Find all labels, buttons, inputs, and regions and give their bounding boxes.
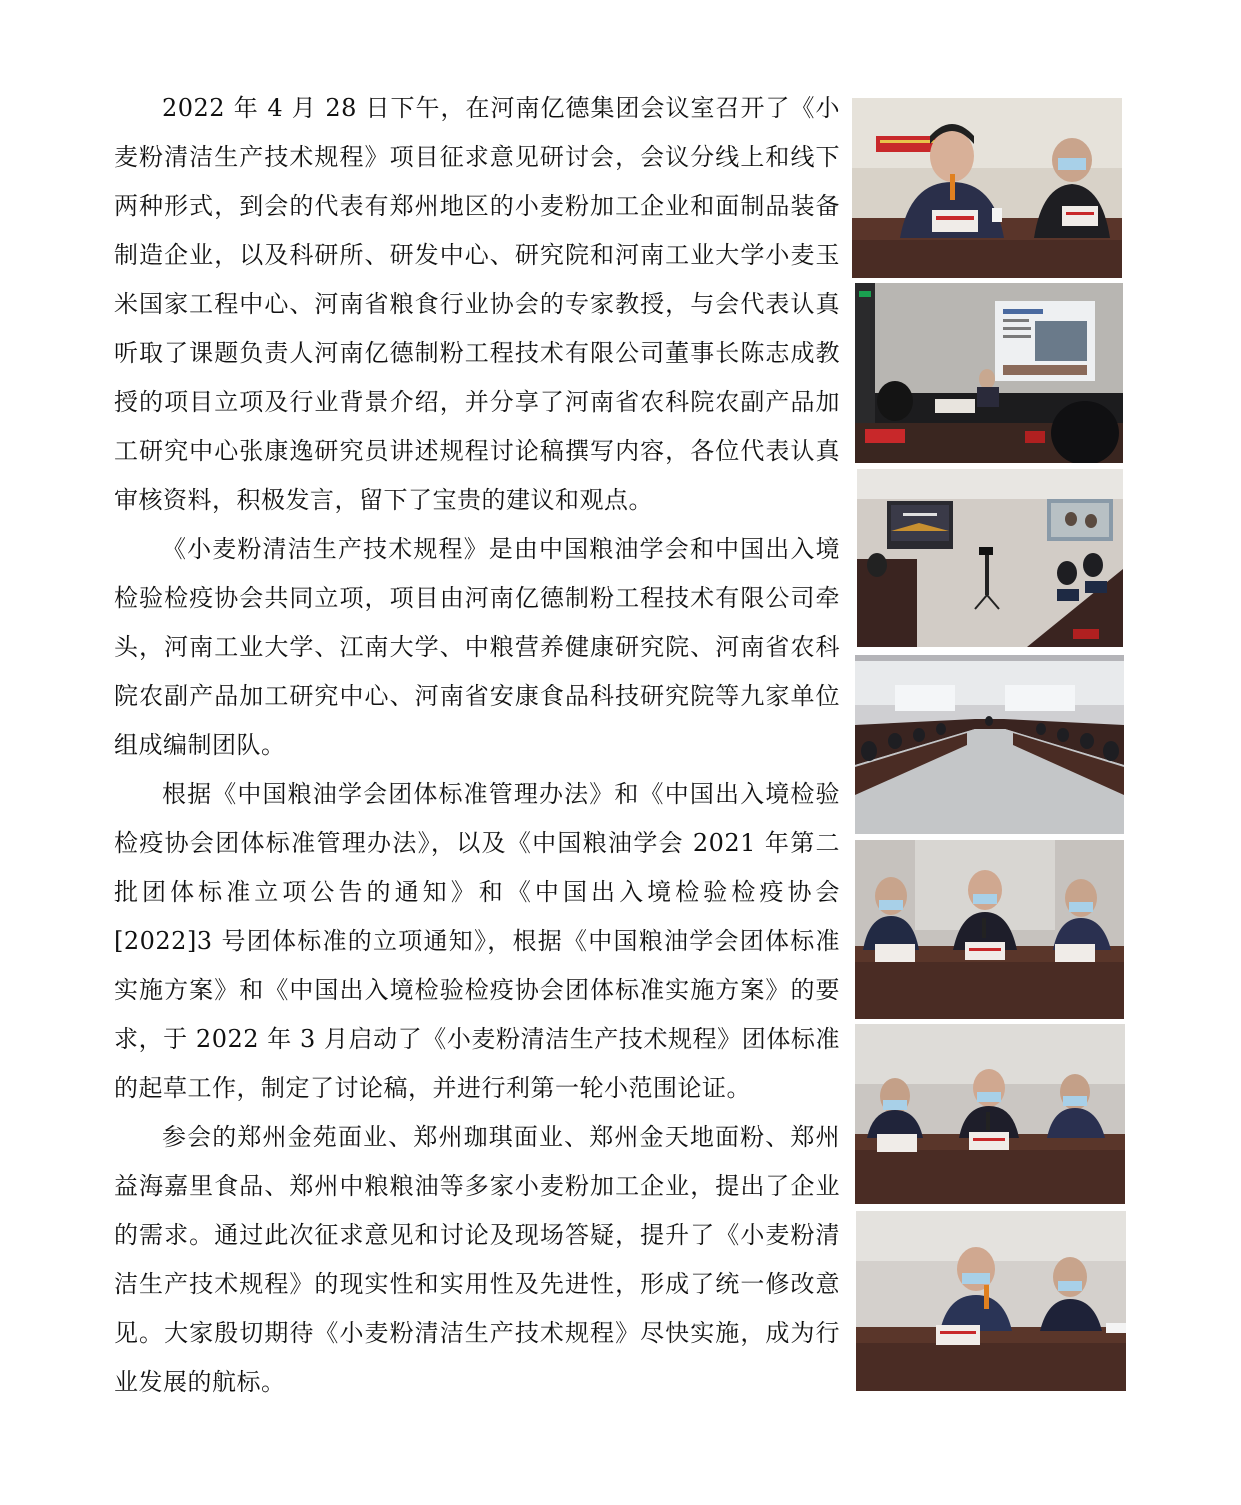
photo-three-delegates-speaking [855, 840, 1124, 1019]
paragraph-standard-basis: 根据《中国粮油学会团体标准管理办法》和《中国出入境检验检疫协会团体标准管理办法》，以及《中国粮油学会 2021 年第二批团体标准立项公告的通知》和《中国出入境检验检疫协会[2022]3 号团体标准的立项通知》，根据《中国粮油学会团体标准实施方案》和《中国出入境检验检疫协会团体标准实施方案》的要求，于 2022 年 3 月启动了《小麦粉清洁生产技术规程》团体标准的起草工作，制定了讨论稿，并进行利第一轮小范围论证。 [114, 780, 840, 1102]
paragraph-project-team: 《小麦粉清洁生产技术规程》是由中国粮油学会和中国出入境检验检疫协会共同立项，项目由河南亿德制粉工程技术有限公司牵头，河南工业大学、江南大学、中粮营养健康研究院、河南省农科院农副产品加工研究中心、河南省安康食品科技研究院等九家单位组成编制团队。 [114, 535, 840, 759]
photo-projector-presentation [855, 283, 1123, 463]
photo-delegate-speaking [856, 1211, 1126, 1391]
photo-meeting-room-overview [855, 655, 1124, 834]
paragraph-meeting-summary: 2022 年 4 月 28 日下午，在河南亿德集团会议室召开了《小麦粉清洁生产技术规程》项目征求意见研讨会，会议分线上和线下两种形式，到会的代表有郑州地区的小麦粉加工企业和面制品装备制造企业，以及科研所、研发中心、研究院和河南工业大学小麦玉米国家工程中心、河南省粮食行业协会的专家教授，与会代表认真听取了课题负责人河南亿德制粉工程技术有限公司董事长陈志成教授的项目立项及行业背景介绍，并分享了河南省农科院农副产品加工研究中心张康逸研究员讲述规程讨论稿撰写内容，各位代表认真审核资料，积极发言，留下了宝贵的建议和观点。 [114, 94, 840, 514]
photo-three-delegates-seated [855, 1024, 1125, 1204]
photo-speaker-with-microphone [852, 98, 1122, 278]
photo-online-video-conference [857, 469, 1123, 647]
article-body [114, 84, 840, 1407]
paragraph-enterprise-feedback: 参会的郑州金苑面业、郑州珈琪面业、郑州金天地面粉、郑州益海嘉里食品、郑州中粮粮油等多家小麦粉加工企业，提出了企业的需求。通过此次征求意见和讨论及现场答疑，提升了《小麦粉清洁生产技术规程》的现实性和实用性及先进性，形成了统一修改意见。大家殷切期待《小麦粉清洁生产技术规程》尽快实施，成为行业发展的航标。 [114, 1123, 840, 1396]
